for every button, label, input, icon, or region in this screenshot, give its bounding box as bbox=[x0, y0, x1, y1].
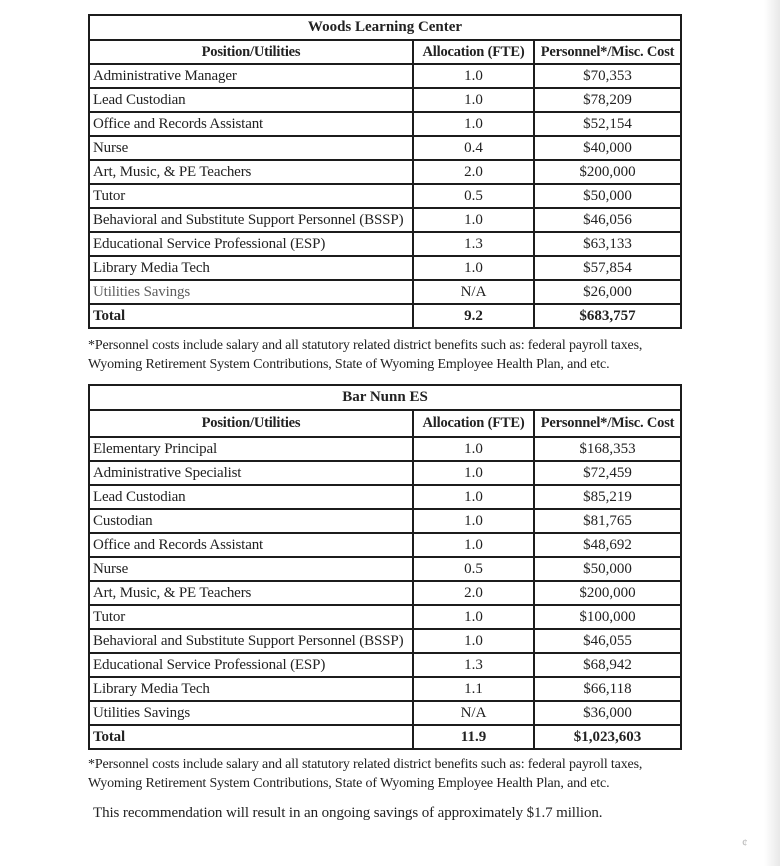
total-row bbox=[89, 304, 681, 328]
position-cell: Behavioral and Substitute Support Personnel (BSSP) bbox=[89, 208, 413, 232]
table-row bbox=[89, 557, 681, 581]
position-cell: Office and Records Assistant bbox=[89, 112, 413, 136]
column-header: Position/Utilities bbox=[89, 40, 413, 64]
table-row bbox=[89, 136, 681, 160]
fte-cell: 1.3 bbox=[413, 653, 534, 677]
cost-cell: $63,133 bbox=[534, 232, 681, 256]
fte-cell: 1.0 bbox=[413, 112, 534, 136]
cost-cell: $72,459 bbox=[534, 461, 681, 485]
total-label-cell: Total bbox=[89, 304, 413, 328]
position-cell: Office and Records Assistant bbox=[89, 533, 413, 557]
scan-artifact-mark: ¢ bbox=[742, 837, 748, 849]
cost-cell: $48,692 bbox=[534, 533, 681, 557]
position-cell: Lead Custodian bbox=[89, 88, 413, 112]
table-row bbox=[89, 280, 681, 304]
footnote-line: *Personnel costs include salary and all statutory related district benefits such as: federal payroll taxes, bbox=[88, 757, 643, 772]
cost-table bbox=[88, 14, 682, 329]
table-title-row bbox=[89, 385, 681, 410]
table-title: Woods Learning Center bbox=[89, 15, 681, 40]
table-row bbox=[89, 232, 681, 256]
table-row bbox=[89, 112, 681, 136]
table-title: Bar Nunn ES bbox=[89, 385, 681, 410]
position-cell: Library Media Tech bbox=[89, 677, 413, 701]
cost-cell: $40,000 bbox=[534, 136, 681, 160]
fte-cell: 1.0 bbox=[413, 208, 534, 232]
table-row bbox=[89, 509, 681, 533]
fte-cell: 2.0 bbox=[413, 581, 534, 605]
column-header: Allocation (FTE) bbox=[413, 40, 534, 64]
page-edge-shadow bbox=[764, 0, 780, 866]
total-row bbox=[89, 725, 681, 749]
fte-cell: 1.0 bbox=[413, 256, 534, 280]
bar-nunn-es-table-container bbox=[88, 384, 682, 750]
cost-cell: $66,118 bbox=[534, 677, 681, 701]
cost-cell: $68,942 bbox=[534, 653, 681, 677]
fte-cell: 1.0 bbox=[413, 605, 534, 629]
position-cell: Tutor bbox=[89, 184, 413, 208]
fte-cell: 1.0 bbox=[413, 629, 534, 653]
table-row bbox=[89, 629, 681, 653]
table-row bbox=[89, 581, 681, 605]
column-header: Personnel*/Misc. Cost bbox=[534, 410, 681, 437]
cost-cell: $50,000 bbox=[534, 184, 681, 208]
table-row bbox=[89, 160, 681, 184]
footnote bbox=[88, 756, 698, 793]
position-cell: Behavioral and Substitute Support Personnel (BSSP) bbox=[89, 629, 413, 653]
column-header: Allocation (FTE) bbox=[413, 410, 534, 437]
position-cell: Lead Custodian bbox=[89, 485, 413, 509]
table-row bbox=[89, 653, 681, 677]
cost-cell: $50,000 bbox=[534, 557, 681, 581]
table-row bbox=[89, 485, 681, 509]
total-cost-cell: $683,757 bbox=[534, 304, 681, 328]
table-row bbox=[89, 184, 681, 208]
position-cell: Custodian bbox=[89, 509, 413, 533]
position-cell: Nurse bbox=[89, 136, 413, 160]
cost-cell: $46,055 bbox=[534, 629, 681, 653]
position-cell: Utilities Savings bbox=[89, 280, 413, 304]
cost-cell: $200,000 bbox=[534, 581, 681, 605]
fte-cell: 1.0 bbox=[413, 461, 534, 485]
table-row bbox=[89, 256, 681, 280]
position-cell: Art, Music, & PE Teachers bbox=[89, 581, 413, 605]
cost-cell: $85,219 bbox=[534, 485, 681, 509]
table-header-row bbox=[89, 40, 681, 64]
fte-cell: 1.0 bbox=[413, 88, 534, 112]
fte-cell: 0.5 bbox=[413, 557, 534, 581]
footnote-line: *Personnel costs include salary and all statutory related district benefits such as: federal payroll taxes, bbox=[88, 338, 643, 353]
fte-cell: 2.0 bbox=[413, 160, 534, 184]
cost-cell: $81,765 bbox=[534, 509, 681, 533]
cost-cell: $168,353 bbox=[534, 437, 681, 461]
position-cell: Administrative Manager bbox=[89, 64, 413, 88]
table-title-row bbox=[89, 15, 681, 40]
table-row bbox=[89, 64, 681, 88]
total-fte-cell: 11.9 bbox=[413, 725, 534, 749]
fte-cell: 0.4 bbox=[413, 136, 534, 160]
cost-table bbox=[88, 384, 682, 750]
cost-cell: $200,000 bbox=[534, 160, 681, 184]
fte-cell: 1.0 bbox=[413, 64, 534, 88]
fte-cell: 0.5 bbox=[413, 184, 534, 208]
fte-cell: 1.0 bbox=[413, 509, 534, 533]
position-cell: Nurse bbox=[89, 557, 413, 581]
position-cell: Tutor bbox=[89, 605, 413, 629]
table-row bbox=[89, 88, 681, 112]
position-cell: Library Media Tech bbox=[89, 256, 413, 280]
fte-cell: N/A bbox=[413, 280, 534, 304]
position-cell: Art, Music, & PE Teachers bbox=[89, 160, 413, 184]
table-row bbox=[89, 701, 681, 725]
table-row bbox=[89, 533, 681, 557]
column-header: Position/Utilities bbox=[89, 410, 413, 437]
fte-cell: N/A bbox=[413, 701, 534, 725]
position-cell: Elementary Principal bbox=[89, 437, 413, 461]
table-row bbox=[89, 437, 681, 461]
fte-cell: 1.0 bbox=[413, 485, 534, 509]
cost-cell: $46,056 bbox=[534, 208, 681, 232]
cost-cell: $52,154 bbox=[534, 112, 681, 136]
woods-learning-center-table-container bbox=[88, 14, 682, 329]
closing-note: This recommendation will result in an ongoing savings of approximately $1.7 million. bbox=[93, 805, 603, 821]
table-row bbox=[89, 605, 681, 629]
position-cell: Educational Service Professional (ESP) bbox=[89, 653, 413, 677]
position-cell: Educational Service Professional (ESP) bbox=[89, 232, 413, 256]
footnote-line: Wyoming Retirement System Contributions, State of Wyoming Employee Health Plan, and etc. bbox=[88, 356, 610, 372]
fte-cell: 1.1 bbox=[413, 677, 534, 701]
total-cost-cell: $1,023,603 bbox=[534, 725, 681, 749]
cost-cell: $26,000 bbox=[534, 280, 681, 304]
table-header-row bbox=[89, 410, 681, 437]
cost-cell: $78,209 bbox=[534, 88, 681, 112]
position-cell: Utilities Savings bbox=[89, 701, 413, 725]
cost-cell: $70,353 bbox=[534, 64, 681, 88]
position-cell: Administrative Specialist bbox=[89, 461, 413, 485]
table-row bbox=[89, 677, 681, 701]
total-label-cell: Total bbox=[89, 725, 413, 749]
cost-cell: $57,854 bbox=[534, 256, 681, 280]
table-row bbox=[89, 461, 681, 485]
footnote-line: Wyoming Retirement System Contributions, State of Wyoming Employee Health Plan, and etc. bbox=[88, 775, 610, 791]
fte-cell: 1.0 bbox=[413, 533, 534, 557]
table-row bbox=[89, 208, 681, 232]
cost-cell: $100,000 bbox=[534, 605, 681, 629]
column-header: Personnel*/Misc. Cost bbox=[534, 40, 681, 64]
fte-cell: 1.3 bbox=[413, 232, 534, 256]
total-fte-cell: 9.2 bbox=[413, 304, 534, 328]
cost-cell: $36,000 bbox=[534, 701, 681, 725]
footnote bbox=[88, 337, 698, 374]
fte-cell: 1.0 bbox=[413, 437, 534, 461]
